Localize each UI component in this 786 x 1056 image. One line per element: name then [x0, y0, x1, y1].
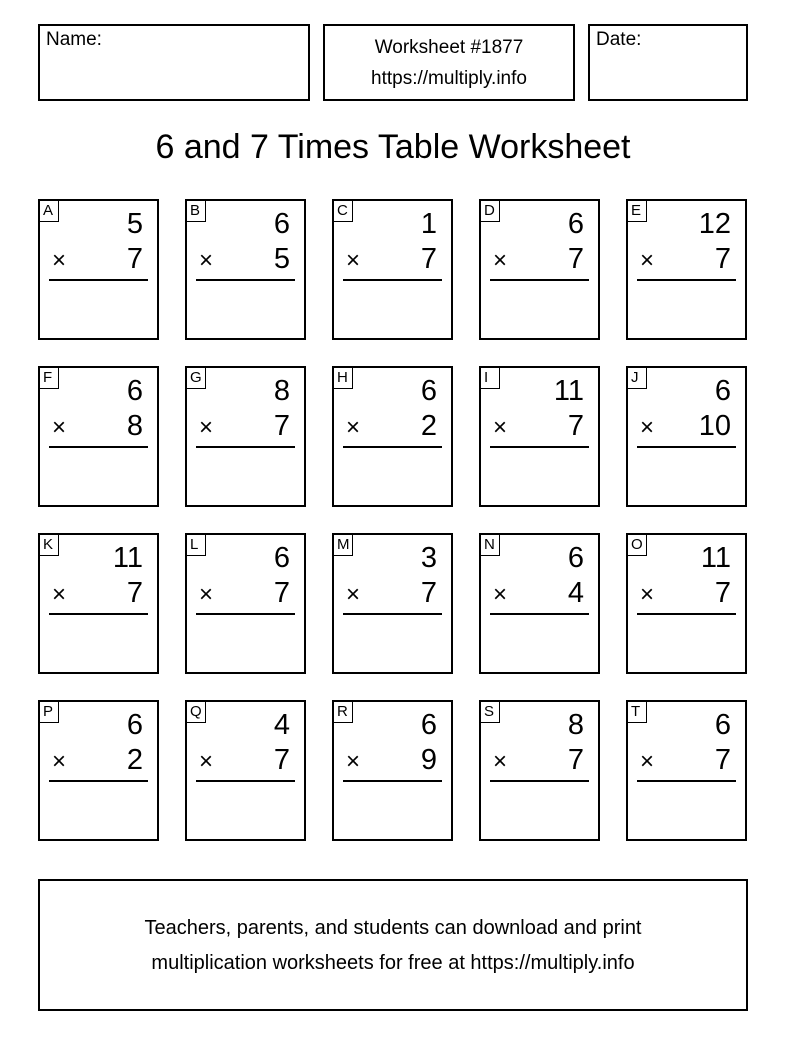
problem-card-p[interactable] [38, 700, 159, 841]
problem-letter: R [334, 702, 353, 723]
problem-card-q[interactable] [185, 700, 306, 841]
times-sign: × [493, 247, 508, 274]
answer-line [343, 613, 442, 615]
problem-card-f[interactable] [38, 366, 159, 507]
problem-card-s[interactable] [479, 700, 600, 841]
multiplier: 7 [273, 410, 290, 442]
problem-letter: Q [187, 702, 206, 723]
multiplicand: 6 [567, 542, 584, 574]
multiplier: 7 [420, 243, 437, 275]
multiplicand: 6 [273, 542, 290, 574]
multiplier: 4 [567, 577, 584, 609]
problem-letter: A [40, 201, 59, 222]
answer-line [49, 613, 148, 615]
multiplicand: 8 [273, 375, 290, 407]
answer-line [343, 780, 442, 782]
footer-line-2: multiplication worksheets for free at https://multiply.info [151, 952, 635, 974]
multiplicand: 3 [420, 542, 437, 574]
multiplicand: 6 [126, 709, 143, 741]
multiplier: 10 [698, 410, 731, 442]
problem-card-t[interactable] [626, 700, 747, 841]
problem-card-c[interactable] [332, 199, 453, 340]
problem-card-g[interactable] [185, 366, 306, 507]
multiplicand: 6 [714, 375, 731, 407]
answer-line [637, 446, 736, 448]
problem-card-a[interactable] [38, 199, 159, 340]
footer-line-1: Teachers, parents, and students can download and print [144, 917, 642, 939]
problem-card-e[interactable] [626, 199, 747, 340]
times-sign: × [52, 247, 67, 274]
multiplicand: 6 [273, 208, 290, 240]
problem-letter: H [334, 368, 353, 389]
answer-line [637, 613, 736, 615]
times-sign: × [346, 748, 361, 775]
problem-card-h[interactable] [332, 366, 453, 507]
name-box[interactable] [38, 24, 310, 101]
multiplier: 2 [126, 744, 143, 776]
times-sign: × [346, 581, 361, 608]
times-sign: × [52, 748, 67, 775]
multiplicand: 6 [567, 208, 584, 240]
multiplier: 7 [273, 744, 290, 776]
problem-letter: J [628, 368, 647, 389]
times-sign: × [640, 581, 655, 608]
multiplicand: 5 [126, 208, 143, 240]
problem-letter: K [40, 535, 59, 556]
multiplicand: 1 [420, 208, 437, 240]
times-sign: × [493, 748, 508, 775]
times-sign: × [493, 414, 508, 441]
page-title: 6 and 7 Times Table Worksheet [155, 128, 631, 166]
multiplier: 7 [714, 744, 731, 776]
multiplier: 7 [126, 243, 143, 275]
multiplicand: 6 [420, 709, 437, 741]
worksheet-number: Worksheet #1877 [374, 37, 524, 58]
times-sign: × [199, 581, 214, 608]
problem-card-d[interactable] [479, 199, 600, 340]
problem-card-j[interactable] [626, 366, 747, 507]
footer-box [38, 879, 748, 1011]
answer-line [196, 279, 295, 281]
problem-card-m[interactable] [332, 533, 453, 674]
multiplier: 7 [567, 744, 584, 776]
problem-letter: B [187, 201, 206, 222]
problem-letter: O [628, 535, 647, 556]
times-sign: × [199, 748, 214, 775]
multiplicand: 6 [714, 709, 731, 741]
times-sign: × [52, 414, 67, 441]
times-sign: × [640, 247, 655, 274]
problem-letter: S [481, 702, 500, 723]
problem-letter: G [187, 368, 206, 389]
answer-line [196, 446, 295, 448]
multiplier: 7 [714, 577, 731, 609]
multiplicand: 11 [700, 542, 731, 574]
multiplier: 7 [126, 577, 143, 609]
site-url: https://multiply.info [371, 68, 527, 89]
times-sign: × [199, 247, 214, 274]
problem-card-r[interactable] [332, 700, 453, 841]
times-sign: × [199, 414, 214, 441]
multiplier: 5 [273, 243, 290, 275]
multiplicand: 6 [420, 375, 437, 407]
multiplicand: 12 [698, 208, 731, 240]
answer-line [196, 613, 295, 615]
answer-line [49, 780, 148, 782]
multiplicand: 11 [553, 375, 584, 407]
answer-line [637, 780, 736, 782]
answer-line [490, 613, 589, 615]
answer-line [490, 780, 589, 782]
problem-card-l[interactable] [185, 533, 306, 674]
problem-letter: C [334, 201, 353, 222]
problem-letter: M [334, 535, 353, 556]
answer-line [343, 279, 442, 281]
answer-line [49, 279, 148, 281]
problem-letter: L [187, 535, 206, 556]
times-sign: × [52, 581, 67, 608]
multiplicand: 11 [112, 542, 143, 574]
multiplicand: 4 [273, 709, 290, 741]
answer-line [196, 780, 295, 782]
problem-letter: F [40, 368, 59, 389]
problem-letter: P [40, 702, 59, 723]
worksheet-id-box [323, 24, 575, 101]
date-box[interactable] [588, 24, 748, 101]
answer-line [490, 446, 589, 448]
multiplier: 7 [420, 577, 437, 609]
problem-letter: T [628, 702, 647, 723]
multiplier: 9 [420, 744, 437, 776]
answer-line [490, 279, 589, 281]
problem-card-b[interactable] [185, 199, 306, 340]
problem-letter: I [481, 368, 500, 389]
problem-card-k[interactable] [38, 533, 159, 674]
name-label: Name: [46, 29, 102, 50]
multiplier: 8 [126, 410, 143, 442]
problem-letter: N [481, 535, 500, 556]
problem-card-i[interactable] [479, 366, 600, 507]
times-sign: × [493, 581, 508, 608]
multiplier: 7 [714, 243, 731, 275]
times-sign: × [640, 748, 655, 775]
problem-card-o[interactable] [626, 533, 747, 674]
problem-letter: E [628, 201, 647, 222]
answer-line [49, 446, 148, 448]
multiplicand: 8 [567, 709, 584, 741]
multiplier: 7 [567, 243, 584, 275]
problem-letter: D [481, 201, 500, 222]
problem-card-n[interactable] [479, 533, 600, 674]
times-sign: × [346, 247, 361, 274]
multiplier: 2 [420, 410, 437, 442]
multiplier: 7 [273, 577, 290, 609]
date-label: Date: [596, 29, 642, 50]
answer-line [637, 279, 736, 281]
times-sign: × [346, 414, 361, 441]
multiplier: 7 [567, 410, 584, 442]
answer-line [343, 446, 442, 448]
multiplicand: 6 [126, 375, 143, 407]
times-sign: × [640, 414, 655, 441]
